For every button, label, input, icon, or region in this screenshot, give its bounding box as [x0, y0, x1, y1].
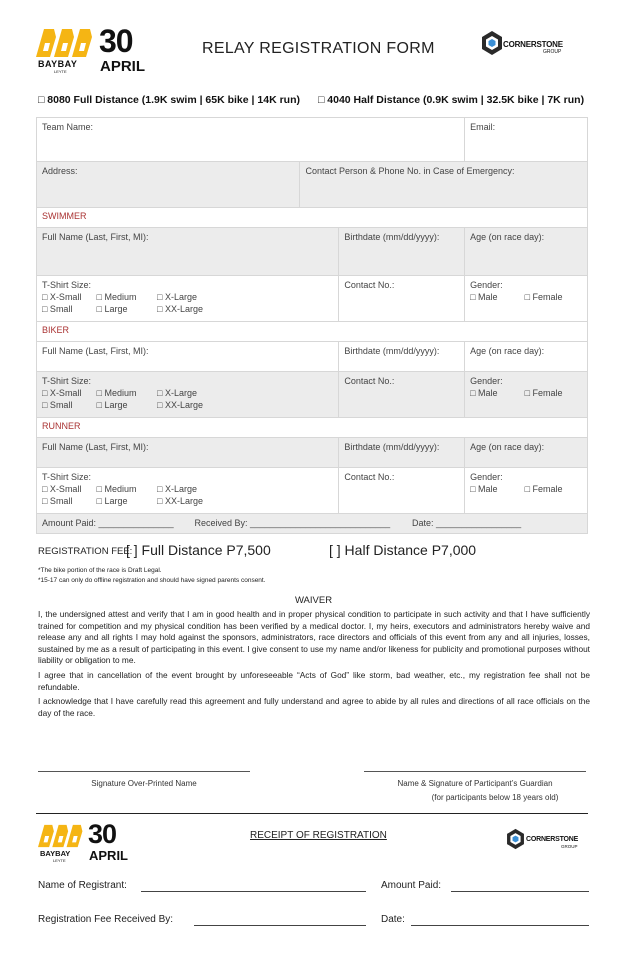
waiver-paragraph: I, the undersigned attest and verify that I am in good health and in proper physical condition to participate in such activity and that I have sufficiently trained for competition and my physical condition has been verified by a medical doctor. I, my heirs, executors and administrators hereby waive and release any and all rights I may hold against the sponsors, administrators, race directors and officials of this event from any and all injuries, losses, sustained by me as a result of participating in this event. I give consent to use my name and/or likeness for publicity and promotional purposes without liability or obligation to me. — [38, 609, 590, 666]
gender-female-checkbox[interactable]: □ Female — [524, 388, 563, 398]
birthdate-label: Birthdate (mm/dd/yyyy): — [344, 346, 440, 356]
size-medium-checkbox[interactable]: □ Medium — [96, 484, 137, 494]
gender-female-checkbox[interactable]: □ Female — [524, 292, 563, 302]
header — [0, 0, 627, 90]
size-xsmall-checkbox[interactable]: □ X-Small — [42, 484, 82, 494]
notes — [38, 566, 266, 586]
received-by-field[interactable]: Received By: ____________________________ — [194, 518, 391, 528]
emergency-label: Contact Person & Phone No. in Case of Emergency: — [305, 166, 515, 176]
fee-received-by-input[interactable] — [194, 925, 366, 926]
waiver-paragraph: I agree that in cancellation of the event brought by unforeseeable “Acts of God” like storm, bad weather, etc., my registration fee shall not be refundable. — [38, 669, 590, 692]
receipt-title: RECEIPT OF REGISTRATION — [250, 830, 387, 841]
size-large-checkbox[interactable]: □ Large — [96, 496, 128, 506]
note-minors: *15-17 can only do offline registration and should have signed parents consent. — [38, 577, 266, 584]
biker-birthdate-field[interactable] — [339, 342, 465, 372]
signature-label-right-note: (for participants below 18 years old) — [431, 793, 559, 802]
emergency-field[interactable] — [300, 162, 588, 208]
age-label: Age (on race day): — [470, 232, 545, 242]
sponsor-name: CORNERSTONE — [526, 836, 579, 843]
receipt-amount-input[interactable] — [451, 891, 589, 892]
waiver-paragraph: I acknowledge that I have carefully read this agreement and fully understand and agree to abide by all rules and directions of all race officials on the day of the race. — [38, 696, 590, 718]
team-name-field[interactable] — [37, 118, 465, 162]
size-large-checkbox[interactable]: □ Large — [96, 400, 128, 410]
runner-gender-field — [465, 468, 588, 514]
event-day: 30 — [99, 23, 133, 59]
sponsor-logo — [481, 30, 591, 62]
half-distance-fee-checkbox[interactable]: [ ] Half Distance P7,000 — [329, 542, 477, 558]
runner-tshirt-field — [37, 468, 339, 514]
event-logo — [36, 23, 166, 79]
full-name-label: Full Name (Last, First, MI): — [42, 232, 149, 242]
size-medium-checkbox[interactable]: □ Medium — [96, 292, 137, 302]
event-month: APRIL — [89, 848, 128, 863]
runner-contact-field[interactable] — [339, 468, 465, 514]
sponsor-logo — [506, 828, 596, 856]
section-swimmer: SWIMMER — [37, 208, 588, 228]
runner-age-field[interactable] — [465, 438, 588, 468]
half-distance-option[interactable]: □ 4040 Half Distance (0.9K swim | 32.5K bike | 7K run) — [318, 94, 585, 106]
size-xxlarge-checkbox[interactable]: □ XX-Large — [157, 496, 203, 506]
size-xlarge-checkbox[interactable]: □ X-Large — [157, 388, 197, 398]
gender-label: Gender: — [470, 472, 503, 482]
address-field[interactable] — [37, 162, 300, 208]
gender-label: Gender: — [470, 280, 503, 290]
registrant-name-label: Name of Registrant: — [38, 880, 127, 891]
biker-full-name-field[interactable] — [37, 342, 339, 372]
runner-full-name-field[interactable] — [37, 438, 339, 468]
tshirt-label: T-Shirt Size: — [42, 376, 92, 386]
swimmer-contact-field[interactable] — [339, 276, 465, 322]
sponsor-name: CORNERSTONE — [503, 40, 563, 49]
gender-male-checkbox[interactable]: □ Male — [470, 484, 498, 494]
size-xlarge-checkbox[interactable]: □ X-Large — [157, 292, 197, 302]
form-title: RELAY REGISTRATION FORM — [202, 40, 435, 57]
runner-birthdate-field[interactable] — [339, 438, 465, 468]
receipt-divider — [36, 813, 588, 814]
amount-paid-field[interactable]: Amount Paid: _______________ — [42, 518, 174, 528]
signature-line-left[interactable] — [38, 771, 250, 772]
reg-fee-label: REGISTRATION FEE: — [38, 546, 133, 557]
registration-table — [36, 117, 588, 534]
email-label: Email: — [470, 122, 496, 132]
biker-contact-field[interactable] — [339, 372, 465, 418]
waiver-title: WAIVER — [294, 595, 333, 606]
event-name: BAYBAY — [38, 59, 78, 69]
full-name-label: Full Name (Last, First, MI): — [42, 346, 149, 356]
birthdate-label: Birthdate (mm/dd/yyyy): — [344, 232, 440, 242]
event-name: BAYBAY — [40, 849, 71, 858]
email-field[interactable] — [465, 118, 588, 162]
triple-b-icon — [38, 824, 84, 848]
triple-b-icon — [36, 29, 94, 57]
birthdate-label: Birthdate (mm/dd/yyyy): — [344, 442, 440, 452]
address-label: Address: — [42, 166, 78, 176]
swimmer-age-field[interactable] — [465, 228, 588, 276]
contact-label: Contact No.: — [344, 280, 395, 290]
gender-female-checkbox[interactable]: □ Female — [524, 484, 563, 494]
size-medium-checkbox[interactable]: □ Medium — [96, 388, 137, 398]
swimmer-full-name-field[interactable] — [37, 228, 339, 276]
size-small-checkbox[interactable]: □ Small — [42, 496, 73, 506]
contact-label: Contact No.: — [344, 472, 395, 482]
sponsor-sub: GROUP — [543, 49, 562, 55]
tshirt-label: T-Shirt Size: — [42, 472, 92, 482]
event-month: APRIL — [100, 58, 145, 75]
contact-label: Contact No.: — [344, 376, 395, 386]
size-xxlarge-checkbox[interactable]: □ XX-Large — [157, 400, 203, 410]
registrant-name-input[interactable] — [141, 891, 366, 892]
fee-received-by-label: Registration Fee Received By: — [38, 914, 174, 925]
date-field[interactable]: Date: _________________ — [412, 518, 522, 528]
section-runner: RUNNER — [37, 418, 588, 438]
event-logo — [38, 819, 148, 868]
swimmer-gender-field — [465, 276, 588, 322]
age-label: Age (on race day): — [470, 346, 545, 356]
event-sub: LEYTE — [53, 858, 66, 863]
distance-options — [38, 94, 598, 106]
team-name-label: Team Name: — [42, 122, 94, 132]
event-day: 30 — [88, 819, 117, 849]
size-xxlarge-checkbox[interactable]: □ XX-Large — [157, 304, 203, 314]
cube-icon — [481, 30, 503, 56]
swimmer-tshirt-field — [37, 276, 339, 322]
note-draft-legal: *The bike portion of the race is Draft Legal. — [38, 567, 162, 574]
gender-male-checkbox[interactable]: □ Male — [470, 292, 498, 302]
swimmer-birthdate-field[interactable] — [339, 228, 465, 276]
sponsor-sub: GROUP — [561, 844, 578, 849]
biker-gender-field — [465, 372, 588, 418]
size-xlarge-checkbox[interactable]: □ X-Large — [157, 484, 197, 494]
full-distance-fee-checkbox[interactable]: [ ] Full Distance P7,500 — [126, 542, 271, 558]
cube-icon — [506, 828, 525, 850]
gender-male-checkbox[interactable]: □ Male — [470, 388, 498, 398]
biker-tshirt-field — [37, 372, 339, 418]
age-label: Age (on race day): — [470, 442, 545, 452]
section-biker: BIKER — [37, 322, 588, 342]
biker-age-field[interactable] — [465, 342, 588, 372]
signature-label-left: Signature Over-Printed Name — [91, 779, 197, 788]
full-distance-option[interactable]: □ 8080 Full Distance (1.9K swim | 65K bike | 14K run) — [38, 94, 300, 106]
full-name-label: Full Name (Last, First, MI): — [42, 442, 149, 452]
tshirt-label: T-Shirt Size: — [42, 280, 92, 290]
size-xsmall-checkbox[interactable]: □ X-Small — [42, 388, 82, 398]
receipt-date-input[interactable] — [411, 925, 589, 926]
event-sub: LEYTE — [54, 69, 67, 74]
signature-line-right[interactable] — [364, 771, 586, 772]
receipt-amount-label: Amount Paid: — [381, 880, 442, 891]
size-large-checkbox[interactable]: □ Large — [96, 304, 128, 314]
waiver-text — [38, 609, 590, 722]
signature-label-right: Name & Signature of Participant’s Guardian — [397, 779, 553, 788]
size-small-checkbox[interactable]: □ Small — [42, 304, 73, 314]
size-small-checkbox[interactable]: □ Small — [42, 400, 73, 410]
gender-label: Gender: — [470, 376, 503, 386]
size-xsmall-checkbox[interactable]: □ X-Small — [42, 292, 82, 302]
receipt-date-label: Date: — [381, 914, 405, 925]
amount-row — [37, 514, 588, 534]
